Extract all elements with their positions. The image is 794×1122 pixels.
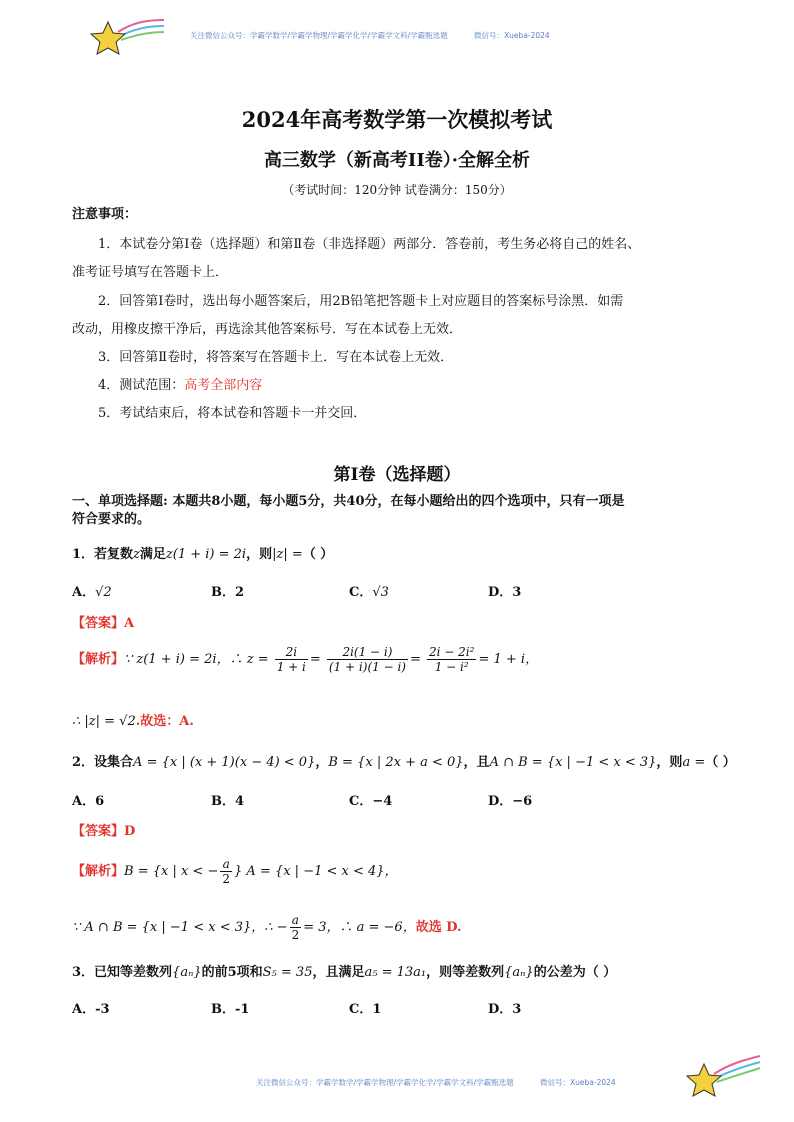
q2-fraction-a-den: 2	[222, 872, 230, 886]
q2-option-c-label: C．	[349, 794, 373, 809]
q1-option-b-label: B．	[211, 585, 235, 600]
exam-title: 2024年高考数学第一次模拟考试	[241, 107, 553, 132]
section-intro-line-2: 符合要求的。	[72, 512, 151, 528]
q2-set-a: A = {x | (x + 1)(x − 4) < 0}	[133, 755, 316, 770]
q3-option-c-label: C．	[349, 1002, 373, 1017]
q2-answer: 【答案】D	[72, 824, 136, 839]
notice-item-5: 5．考试结束后，将本试卷和答题卡一并交回．	[98, 406, 367, 422]
q1-fraction-3	[427, 645, 476, 674]
q2-solution-a: B = {x | x < −	[124, 864, 219, 879]
q1-stem-c: ，则	[246, 547, 273, 562]
exam-subtitle: 高三数学（新高考II卷）·全解全析	[263, 150, 531, 171]
q2-option-c-value: −4	[372, 794, 393, 809]
q3-option-c-value: 1	[372, 1002, 382, 1017]
q2-option-b-value: 4	[235, 794, 245, 809]
q1-solution-a: ∵ z(1 + i) = 2i，∴ z =	[124, 652, 269, 667]
q2-line2-a: ∵ A ∩ B = {x | −1 < x < 3}，∴ −	[72, 920, 288, 935]
q2-stem-e: （ ）	[705, 755, 736, 770]
q1-fraction-2-den: (1 + i)(1 − i)	[328, 660, 406, 674]
q2-fraction-a	[220, 857, 232, 886]
section-intro-line-1: 一、单项选择题: 本题共8小题，每小题5分，共40分，在每小题给出的四个选项中，只有一项是	[72, 494, 625, 509]
notice-item-1: 1．本试卷分第Ⅰ卷（选择题）和第Ⅱ卷（非选择题）两部分．答卷前，考生务必将自己的姓名、	[98, 237, 641, 253]
q2-analysis	[72, 857, 398, 886]
q2-fraction-a-num: a	[220, 857, 232, 872]
q3-stem-e: 的公差为（ ）	[533, 965, 617, 980]
q3-stem-c: ，且满足	[312, 965, 365, 980]
section-intro	[72, 493, 732, 529]
q3-option-d-label: D．	[488, 1002, 513, 1017]
q1-stem-b: 满足	[139, 547, 166, 562]
q2-stem-b: ，	[315, 755, 329, 770]
section-title: 第Ⅰ卷（选择题）	[333, 465, 461, 485]
q3-seq-2: {aₙ}	[504, 965, 534, 980]
q2-stem	[72, 751, 736, 770]
exam-info: （考试时间：120分钟 试卷满分：150分）	[282, 183, 512, 197]
q3-option-a-label: A．	[72, 1002, 96, 1017]
q1-fraction-1-num: 2i	[275, 645, 308, 660]
star-decoration-top-icon	[88, 14, 168, 60]
q2-stem-c: ，且	[463, 755, 490, 770]
q2-line2-b: = 3，∴ a = −6，	[303, 920, 416, 935]
q2-option-b	[211, 790, 244, 809]
q3-condition: a₅ = 13a₁	[364, 965, 427, 980]
q2-stem-a: 2．设集合	[72, 755, 134, 770]
q1-stem-z: z	[133, 547, 140, 562]
q2-option-d	[488, 790, 532, 809]
q3-stem-d: ，则等差数列	[426, 965, 505, 980]
q2-solution-b: } A = {x | −1 < x < 4}，	[234, 864, 398, 879]
q1-fraction-1	[275, 645, 308, 674]
q2-conclusion	[72, 913, 462, 942]
q3-stem-a: 3．已知等差数列	[72, 965, 173, 980]
q1-stem-d: （ ）	[302, 547, 334, 562]
q1-stem-abs: |z| =	[272, 547, 303, 562]
q1-option-b-value: 2	[235, 585, 245, 600]
q3-s5: S₅ = 35	[262, 965, 313, 980]
q3-option-d	[488, 998, 521, 1017]
q1-stem	[72, 543, 333, 562]
page-footer	[256, 1077, 616, 1088]
q1-conclusion	[72, 710, 194, 729]
notice-item-4-value: 高考全部内容	[184, 378, 263, 394]
q1-solution-b: = 1 + i，	[478, 652, 539, 667]
notice-item-1b: 准考证号填写在答题卡上．	[72, 265, 229, 281]
q3-option-d-value: 3	[512, 1002, 522, 1017]
q2-fraction-b	[290, 913, 302, 942]
notice-item-4	[72, 377, 732, 395]
q1-stem-a: 1．若复数	[72, 547, 134, 562]
q1-option-d	[488, 581, 521, 600]
q1-option-d-value: 3	[512, 585, 522, 600]
q2-option-a-label: A．	[72, 794, 96, 809]
q1-answer: 【答案】A	[72, 616, 135, 631]
q3-stem	[72, 961, 616, 980]
q1-option-a-value: √2	[95, 585, 112, 600]
q2-intersection: A ∩ B = {x | −1 < x < 3}	[489, 755, 657, 770]
q1-analysis: 【解析】∵ z(1 + i) = 2i，∴ z = $\frac{2i}{1 + i}$ = $\frac{2i(1 - i)}{(1 + i)(1 - i)}$ = $\frac{\text{2i − 2i²}}{\text{1 − i²}}$ = 1 + i，	[72, 645, 539, 674]
q1-option-c-label: C．	[349, 585, 373, 600]
page-header	[190, 30, 550, 41]
q2-option-a	[72, 790, 104, 809]
footer-follow-text: 关注微信公众号：学霸学数学/学霸学物理/学霸学化学/学霸学文科/学霸甄选题	[256, 1078, 514, 1087]
q2-fraction-b-den: 2	[291, 928, 300, 942]
q2-option-c	[349, 790, 392, 809]
q2-fraction-b-num: a	[290, 913, 302, 928]
q1-option-c-value: √3	[372, 585, 389, 600]
q2-option-d-label: D．	[488, 794, 513, 809]
q3-option-b-value: -1	[235, 1002, 250, 1017]
q3-option-b	[211, 998, 249, 1017]
q1-fraction-3-den: 1 − i²	[434, 660, 469, 674]
notice-item-2b: 改动，用橡皮擦干净后，再选涂其他答案标号．写在本试卷上无效．	[72, 321, 463, 337]
q1-option-a	[72, 581, 112, 600]
q3-option-b-label: B．	[211, 1002, 235, 1017]
q1-analysis-label: 【解析】	[72, 652, 125, 667]
q2-line2-c: 故选 D.	[415, 920, 462, 935]
notice-heading: 注意事项：	[72, 207, 138, 222]
star-decoration-bottom-icon	[684, 1052, 764, 1098]
q1-option-b	[211, 581, 244, 600]
header-wechat-text: 微信号：Xueba-2024	[474, 31, 550, 40]
q3-option-c	[349, 998, 381, 1017]
q2-option-b-label: B．	[211, 794, 235, 809]
footer-wechat-text: 微信号：Xueba-2024	[540, 1078, 616, 1087]
q1-option-d-label: D．	[488, 585, 513, 600]
q1-conclusion-math: ∴ |z| = √2	[72, 714, 136, 729]
q3-seq: {aₙ}	[172, 965, 202, 980]
notice-item-3: 3．回答第Ⅱ卷时，将答案写在答题卡上．写在本试卷上无效．	[98, 349, 454, 365]
notice-item-4-prefix: 4．测试范围：	[98, 378, 185, 394]
notice-block	[72, 206, 732, 424]
q3-option-a	[72, 998, 110, 1017]
q3-option-a-value: -3	[95, 1002, 110, 1017]
q2-stem-d: ，则	[656, 755, 683, 770]
header-follow-text: 关注微信公众号：学霸学数学/学霸学物理/学霸学化学/学霸学文科/学霸甄选题	[190, 31, 448, 40]
q1-conclusion-text: .故选：A.	[135, 714, 194, 729]
q2-analysis-label: 【解析】	[72, 864, 125, 879]
q2-option-d-value: −6	[512, 794, 533, 809]
q1-fraction-2	[327, 645, 408, 674]
q3-stem-b: 的前5项和	[201, 965, 263, 980]
q2-set-b: B = {x | 2x + a < 0}	[328, 755, 464, 770]
q1-option-a-label: A．	[72, 585, 96, 600]
notice-item-2: 2．回答第Ⅰ卷时，选出每小题答案后，用2B铅笔把答题卡上对应题目的答案标号涂黑．如需	[98, 293, 624, 309]
q1-fraction-1-den: 1 + i	[276, 660, 306, 674]
q2-stem-a-equals: a =	[682, 755, 706, 770]
q1-fraction-2-num: 2i(1 − i)	[327, 645, 408, 660]
q1-stem-eq: z(1 + i) = 2i	[165, 547, 247, 562]
q1-option-c	[349, 581, 389, 600]
q2-option-a-value: 6	[95, 794, 105, 809]
q1-fraction-3-num: 2i − 2i²	[429, 645, 475, 659]
